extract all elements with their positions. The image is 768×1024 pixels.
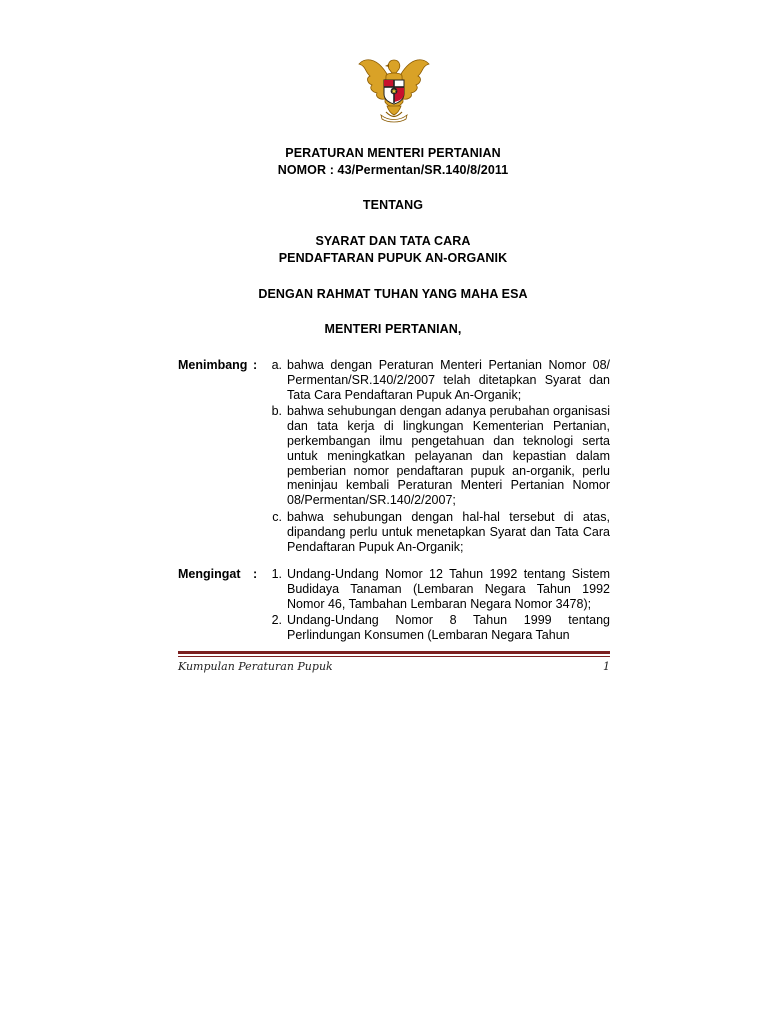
footer-book-title: Kumpulan Peraturan Pupuk <box>178 660 333 673</box>
mengingat-item <box>178 567 610 611</box>
menimbang-label: Menimbang <box>178 358 248 372</box>
regulation-title: PERATURAN MENTERI PERTANIAN <box>285 146 501 160</box>
item-text: Undang-Undang Nomor 12 Tahun 1992 tentang Sistem Budidaya Tanaman (Lembaran Negara Tahun 1992 Nomor 46, Tambahan Lembaran Negara Nomor 3478); <box>287 567 610 611</box>
footer-rule-thick <box>178 651 610 654</box>
mengingat-item <box>178 613 610 643</box>
mengingat-colon: : <box>253 567 258 581</box>
footer-rule-thin <box>178 656 610 657</box>
item-text: Undang-Undang Nomor 8 Tahun 1999 tentang Perlindungan Konsumen (Lembaran Negara Tahun <box>287 613 610 643</box>
subject-line-1: SYARAT DAN TATA CARA <box>315 234 471 248</box>
regulation-number: NOMOR : 43/Permentan/SR.140/8/2011 <box>277 163 509 177</box>
footer-page-number: 1 <box>603 660 610 673</box>
item-marker: a. <box>271 358 282 372</box>
mengingat-section <box>178 567 610 643</box>
item-text: bahwa sehubungan dengan adanya perubahan organisasi dan tata kerja di lingkungan Kementerian Pertanian, perkembangan ilmu pengetahuan dan teknologi serta untuk meningkatkan pelayanan dan kepastian dalam pemberian nomor pendaftaran pupuk an-organik, perlu meninjau kembali Peraturan Menteri Pertanian Nomor 08/Permentan/SR.140/2/2007; <box>287 404 610 508</box>
item-marker: c. <box>272 509 282 524</box>
menimbang-item <box>178 404 610 508</box>
mengingat-label: Mengingat <box>178 567 241 581</box>
subject-line-2: PENDAFTARAN PUPUK AN-ORGANIK <box>278 251 508 265</box>
item-marker: 1. <box>271 567 282 581</box>
garuda-emblem-icon <box>356 52 432 128</box>
tentang-heading: TENTANG <box>362 198 424 212</box>
minister-heading: MENTERI PERTANIAN, <box>324 322 462 336</box>
page-footer <box>178 660 610 673</box>
menimbang-item <box>178 358 610 402</box>
menimbang-colon: : <box>253 358 258 372</box>
preamble-heading: DENGAN RAHMAT TUHAN YANG MAHA ESA <box>258 287 528 301</box>
item-text: bahwa sehubungan dengan hal-hal tersebut di atas, dipandang perlu untuk menetapkan Syarat dan Tata Cara Pendaftaran Pupuk An-Organik; <box>287 509 610 554</box>
item-text: bahwa dengan Peraturan Menteri Pertanian Nomor 08/ Permentan/SR.140/2/2007 telah ditetapkan Syarat dan Tata Cara Pendaftaran Pupuk An-Organik; <box>287 358 610 402</box>
item-marker: 2. <box>271 613 282 628</box>
item-marker: b. <box>271 404 282 419</box>
menimbang-item <box>178 510 610 554</box>
menimbang-section <box>178 358 610 554</box>
